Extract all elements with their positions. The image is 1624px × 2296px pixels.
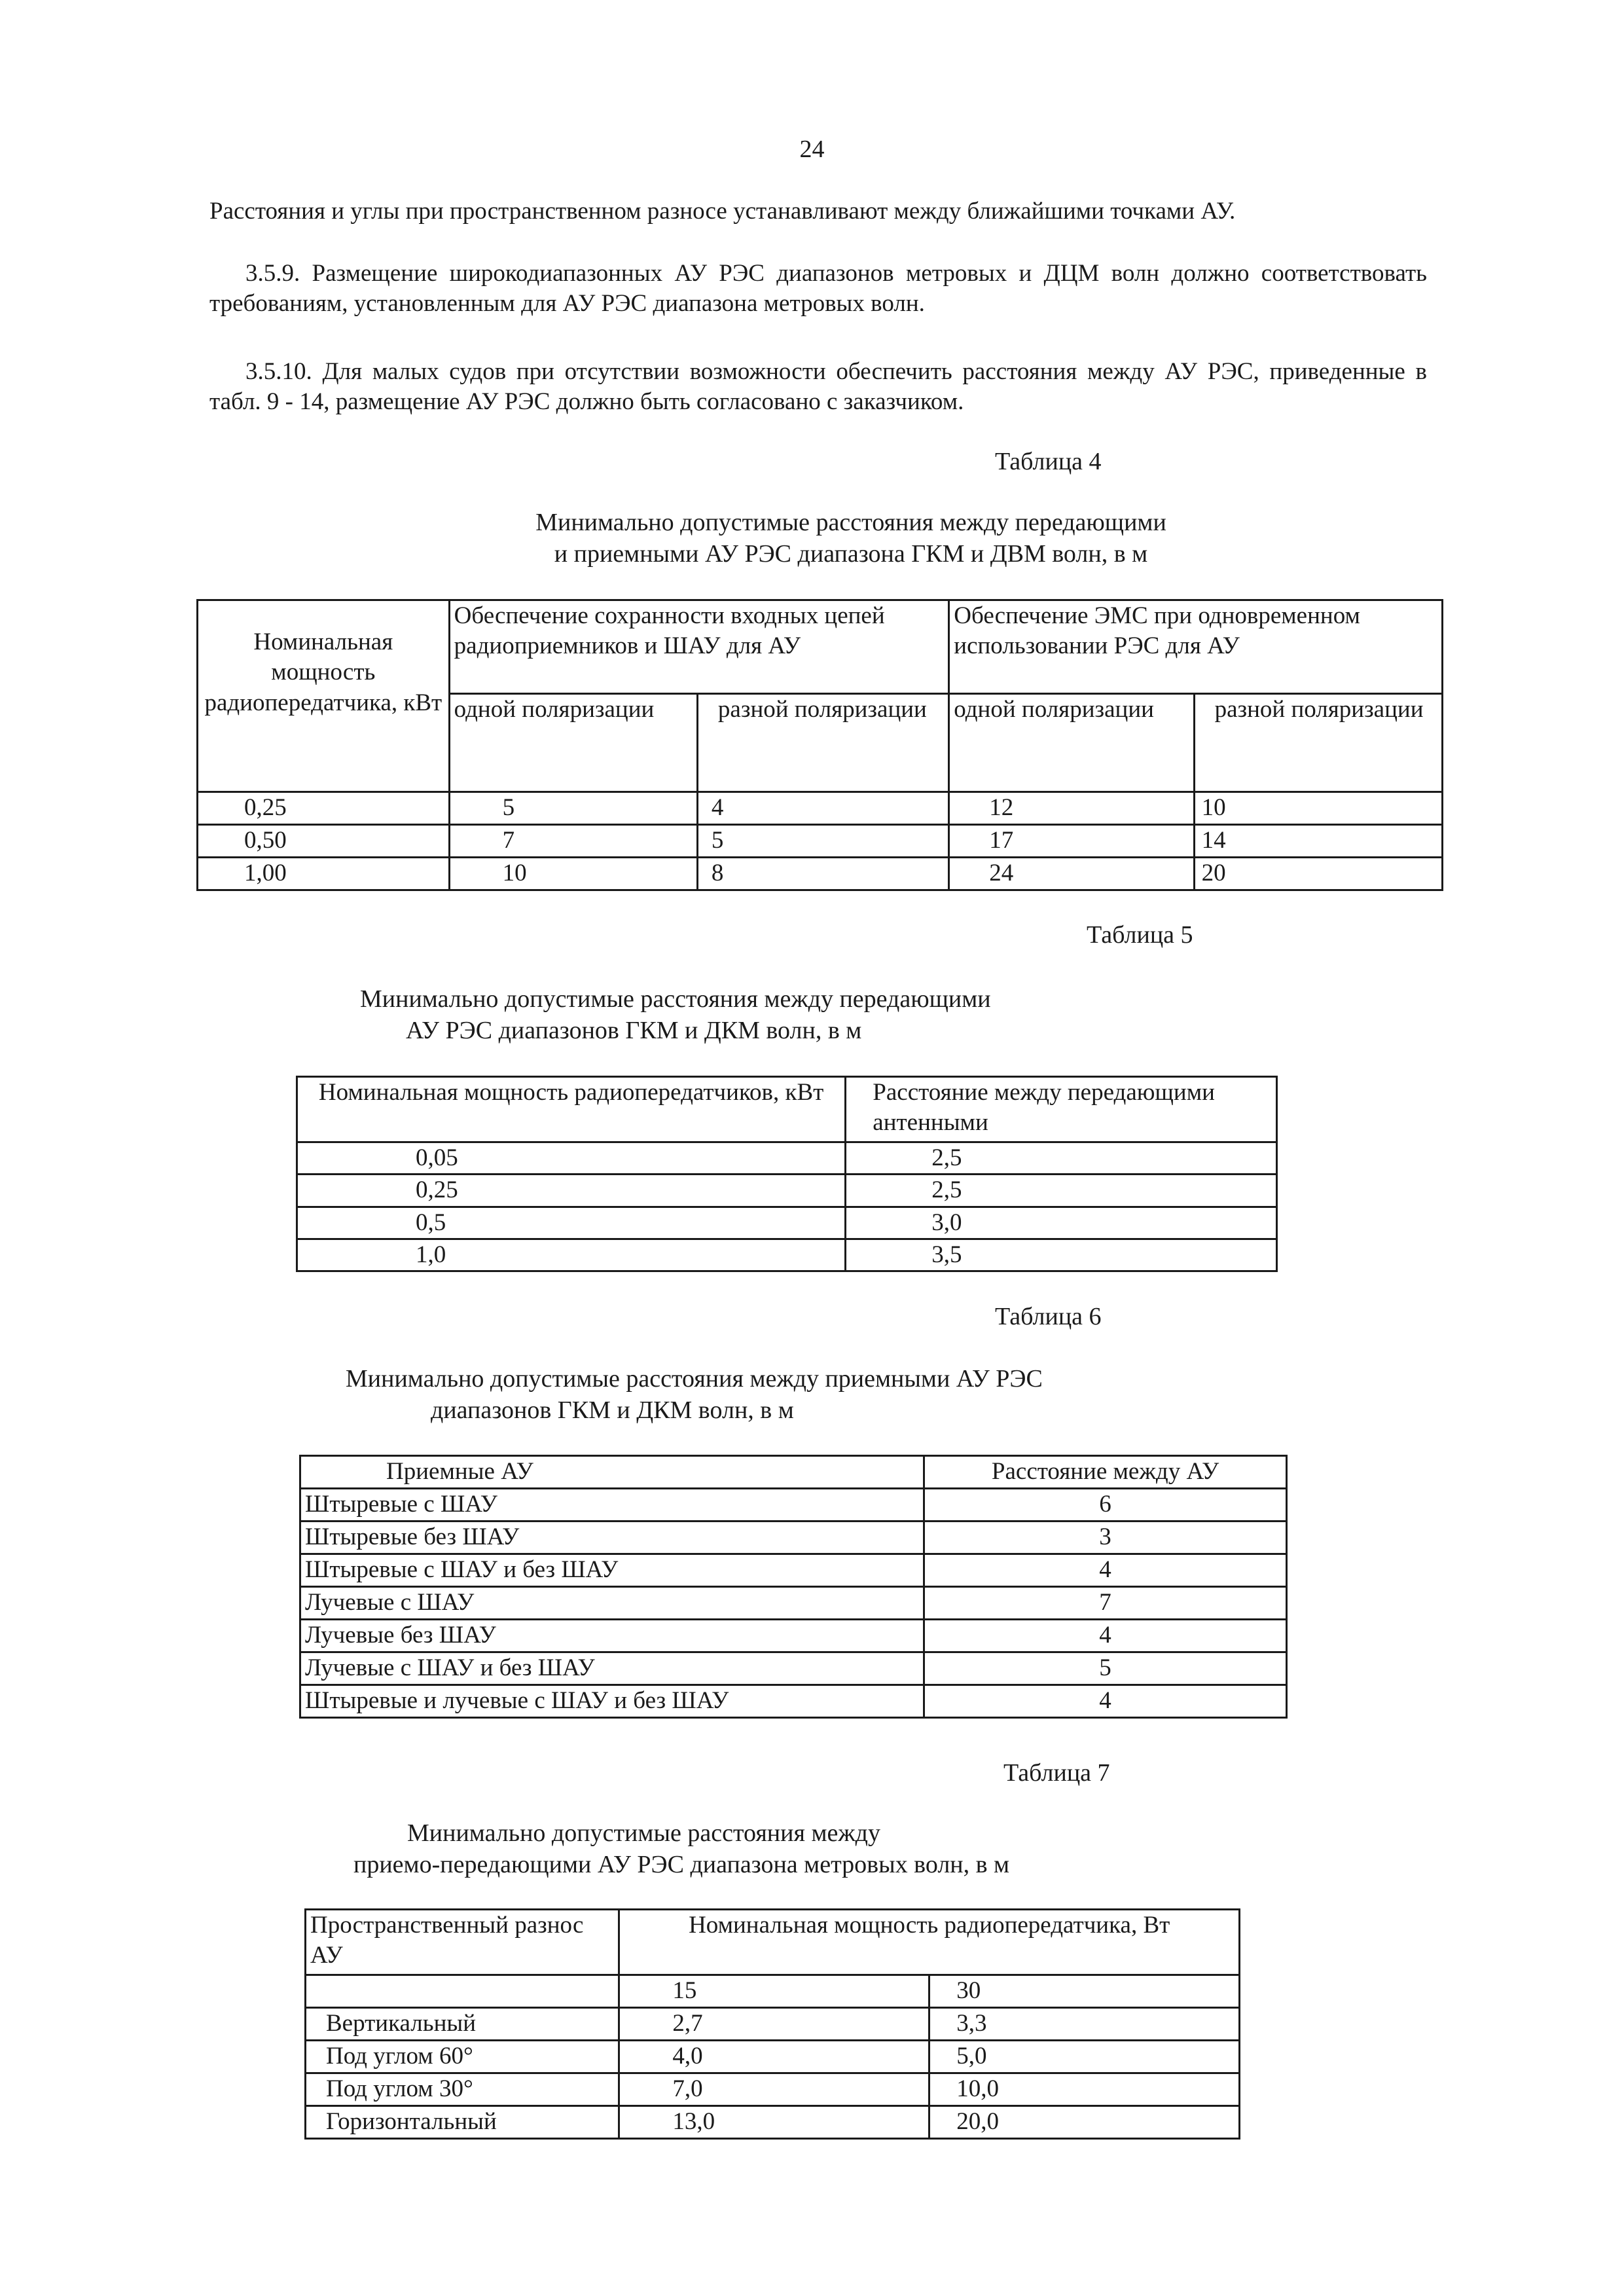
table7-cell: 13,0	[619, 2106, 929, 2139]
table5-cell: 3,5	[846, 1239, 1277, 1271]
table6-caption-line2: диапазонов ГКМ и ДКМ волн, в м	[431, 1396, 794, 1424]
table-row	[300, 1587, 1287, 1620]
table7-caption	[353, 1818, 1009, 1880]
paragraph-distances-angles: Расстояния и углы при пространственном разносе устанавливают между ближайшими точками АУ.	[209, 198, 1236, 225]
table4-header-group2: Обеспечение ЭМС при одновременном использовании РЭС для АУ	[949, 600, 1443, 694]
table4-cell: 0,50	[198, 825, 450, 858]
table5	[296, 1076, 1278, 1272]
table-row	[306, 2041, 1240, 2073]
table4-caption-line1: Минимально допустимые расстояния между передающими	[535, 509, 1166, 536]
table-row	[300, 1652, 1287, 1685]
table6-caption	[346, 1364, 1043, 1426]
table4-header-power: Номинальная мощность радиопередатчика, кВт	[198, 600, 450, 792]
table5-cell: 0,25	[297, 1175, 846, 1207]
table7-cell: Вертикальный	[306, 2008, 619, 2041]
table4-cell: 20	[1194, 858, 1442, 890]
table6-cell: 7	[924, 1587, 1287, 1620]
table-row	[306, 2073, 1240, 2106]
table-row	[198, 858, 1443, 890]
table-row	[306, 2106, 1240, 2139]
table4-sub-diff-pol-2: разной поляризации	[1194, 694, 1442, 792]
table4-cell: 14	[1194, 825, 1442, 858]
table7-sub-30: 30	[929, 1975, 1240, 2008]
table6-cell: Штыревые и лучевые с ШАУ и без ШАУ	[300, 1685, 924, 1718]
table5-label: Таблица 5	[1087, 921, 1193, 949]
table-row	[297, 1175, 1277, 1207]
table7-cell: 5,0	[929, 2041, 1240, 2073]
table7-cell: 4,0	[619, 2041, 929, 2073]
table6-cell: Лучевые без ШАУ	[300, 1620, 924, 1652]
table7-cell: Под углом 30°	[306, 2073, 619, 2106]
table-row	[306, 2008, 1240, 2041]
table7-header-power: Номинальная мощность радиопередатчика, Вт	[619, 1910, 1240, 1975]
table6-header-distance: Расстояние между АУ	[924, 1456, 1287, 1489]
table4-sub-one-pol-1: одной поляризации	[449, 694, 697, 792]
table5-cell: 2,5	[846, 1175, 1277, 1207]
table7-header-empty	[306, 1975, 619, 2008]
table-row	[297, 1207, 1277, 1239]
paragraph-3-5-9: 3.5.9. Размещение широкодиапазонных АУ РЭС диапазонов метровых и ДЦМ волн должно соответствовать требованиям, установленным для АУ РЭС диапазона метровых волн.	[209, 260, 1427, 318]
table4-cell: 10	[1194, 792, 1442, 825]
paragraph-3-5-10: 3.5.10. Для малых судов при отсутствии возможности обеспечить расстояния между АУ РЭС, приведенные в табл. 9 - 14, размещение АУ РЭС должно быть согласовано с заказчиком.	[209, 358, 1427, 416]
table7-label: Таблица 7	[1003, 1759, 1110, 1787]
table6-cell: 4	[924, 1554, 1287, 1587]
table6-cell: 6	[924, 1489, 1287, 1522]
table6-cell: 3	[924, 1522, 1287, 1554]
table7-caption-line1: Минимально допустимые расстояния между	[407, 1819, 880, 1847]
table6-cell: 4	[924, 1685, 1287, 1718]
table7-caption-line2: приемо-передающими АУ РЭС диапазона метровых волн, в м	[353, 1850, 1010, 1878]
table4-cell: 24	[949, 858, 1194, 890]
table4-cell: 17	[949, 825, 1194, 858]
table6	[299, 1455, 1288, 1719]
table5-cell: 0,05	[297, 1142, 846, 1175]
table7-sub-15: 15	[619, 1975, 929, 2008]
table4-cell: 8	[697, 858, 948, 890]
table-row	[297, 1239, 1277, 1271]
table4-cell: 5	[697, 825, 948, 858]
table-row	[300, 1489, 1287, 1522]
table5-caption-line1: Минимально допустимые расстояния между передающими	[360, 985, 991, 1013]
table4-header-group1: Обеспечение сохранности входных цепей радиоприемников и ШАУ для АУ	[449, 600, 949, 694]
table4-cell: 10	[449, 858, 697, 890]
page-number: 24	[799, 136, 825, 163]
table4-cell: 5	[449, 792, 697, 825]
table6-cell: Штыревые без ШАУ	[300, 1522, 924, 1554]
table6-cell: Штыревые с ШАУ и без ШАУ	[300, 1554, 924, 1587]
table6-label: Таблица 6	[995, 1303, 1102, 1330]
table6-header-receiving: Приемные АУ	[300, 1456, 924, 1489]
table7-cell: 7,0	[619, 2073, 929, 2106]
table5-cell: 2,5	[846, 1142, 1277, 1175]
table6-cell: Штыревые с ШАУ	[300, 1489, 924, 1522]
table4-label: Таблица 4	[995, 448, 1102, 475]
table-row	[300, 1685, 1287, 1718]
table7-cell: 3,3	[929, 2008, 1240, 2041]
table6-cell: Лучевые с ШАУ	[300, 1587, 924, 1620]
table7-cell: Под углом 60°	[306, 2041, 619, 2073]
table6-cell: 5	[924, 1652, 1287, 1685]
table5-header-distance: Расстояние между передающими антенными	[846, 1077, 1277, 1142]
table7-header-spacing: Пространственный разнос АУ	[306, 1910, 619, 1975]
table4-cell: 0,25	[198, 792, 450, 825]
table7-cell: 2,7	[619, 2008, 929, 2041]
table4-cell: 1,00	[198, 858, 450, 890]
table4-sub-one-pol-2: одной поляризации	[949, 694, 1194, 792]
table4-cell: 12	[949, 792, 1194, 825]
table-row	[300, 1620, 1287, 1652]
table-row	[297, 1142, 1277, 1175]
table7-cell: 20,0	[929, 2106, 1240, 2139]
table-row	[300, 1522, 1287, 1554]
table6-cell: Лучевые с ШАУ и без ШАУ	[300, 1652, 924, 1685]
table4-cell: 4	[697, 792, 948, 825]
table5-caption-line2: АУ РЭС диапазонов ГКМ и ДКМ волн, в м	[406, 1016, 862, 1044]
table4-caption-line2: и приемными АУ РЭС диапазона ГКМ и ДВМ волн, в м	[554, 539, 1148, 568]
table-row	[300, 1554, 1287, 1587]
table4-caption	[393, 507, 1309, 570]
table6-cell: 4	[924, 1620, 1287, 1652]
table7	[304, 1908, 1240, 2140]
table4-cell: 7	[449, 825, 697, 858]
table5-header-power: Номинальная мощность радиопередатчиков, кВт	[297, 1077, 846, 1142]
table5-caption	[360, 984, 991, 1046]
table6-caption-line1: Минимально допустимые расстояния между приемными АУ РЭС	[346, 1365, 1043, 1393]
table7-cell: Горизонтальный	[306, 2106, 619, 2139]
table5-cell: 0,5	[297, 1207, 846, 1239]
table5-cell: 3,0	[846, 1207, 1277, 1239]
table4-sub-diff-pol-1: разной поляризации	[697, 694, 948, 792]
table-row	[198, 825, 1443, 858]
table7-cell: 10,0	[929, 2073, 1240, 2106]
table4	[196, 599, 1443, 891]
table5-cell: 1,0	[297, 1239, 846, 1271]
table-row	[198, 792, 1443, 825]
